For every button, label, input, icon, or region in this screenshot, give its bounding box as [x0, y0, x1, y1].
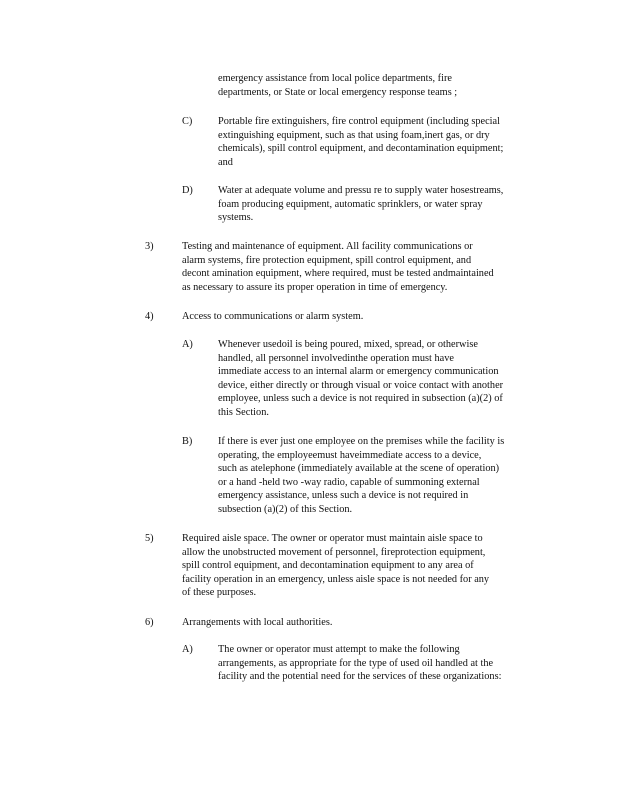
section-label-4: 4) — [145, 311, 154, 322]
item-4a-paragraph — [218, 338, 558, 420]
paragraph-text: Whenever usedoil is being poured, mixed, spread, or otherwise handled, all personnel involvedinthe operation must have immediate access to an internal alarm or emergency communication device, either directly or through visual or voice contact with another employee, unless such a device is not required in subsection (a)(2) of this Section. — [218, 339, 504, 418]
section-label-6: 6) — [145, 617, 154, 628]
item-d-paragraph — [218, 184, 558, 225]
section-label-3: 3) — [145, 241, 154, 252]
section-3-paragraph — [182, 240, 558, 294]
item-4b-paragraph — [218, 435, 558, 517]
section-4-heading — [182, 310, 558, 324]
section-5-paragraph — [182, 532, 558, 600]
item-6a-paragraph — [218, 643, 558, 684]
section-label-5: 5) — [145, 533, 154, 544]
section-6-heading — [182, 616, 558, 630]
paragraph-text: If there is ever just one employee on the premises while the facility is operating, the employeemust haveimmediate access to a device, such as atelephone (immediately available at the scene of operation) or a hand -held two -way radio, capable of summoning external emergency assistance, unless such a device is not required in subsection (a)(2) of this Section. — [218, 436, 505, 515]
item-label-4a: A) — [182, 339, 193, 350]
paragraph-text: The owner or operator must attempt to make the following arrangements, as appropriate for the type of used oil handled at the facility and the potential need for the services of these organizations: — [218, 644, 502, 683]
paragraph-text: Water at adequate volume and pressu re to supply water hosestreams, foam producing equipment, automatic sprinklers, or water spray systems. — [218, 185, 504, 224]
item-label-6a: A) — [182, 644, 193, 655]
item-c-paragraph — [218, 115, 558, 169]
paragraph-text: Testing and maintenance of equipment. All facility communications or alarm systems, fire protection equipment, spill control equipment, and decont amination equipment, where required, must be tested andmaintained as necessary to assure its proper operation in time of emergency. — [182, 241, 494, 293]
paragraph-text: Required aisle space. The owner or operator must maintain aisle space to allow the unobstructed movement of personnel, fireprotection equipment, spill control equipment, and decontamination equipment to any area of facility operation in an emergency, unless aisle space is not needed for any of these purposes. — [182, 533, 490, 599]
paragraph-text: emergency assistance from local police departments, fire departments, or State or local emergency response teams ; — [218, 73, 458, 98]
paragraph-text: Arrangements with local authorities. — [182, 617, 333, 628]
paragraph-text: Access to communications or alarm system. — [182, 311, 364, 322]
item-label-d: D) — [182, 185, 193, 196]
paragraph-text: Portable fire extinguishers, fire control equipment (including special extinguishing equipment, such as that using foam,inert gas, or dry chemicals), spill control equipment, and decontamination equipment; and — [218, 116, 504, 168]
item-label-c: C) — [182, 116, 193, 127]
continued-paragraph — [218, 72, 558, 99]
item-label-4b: B) — [182, 436, 193, 447]
